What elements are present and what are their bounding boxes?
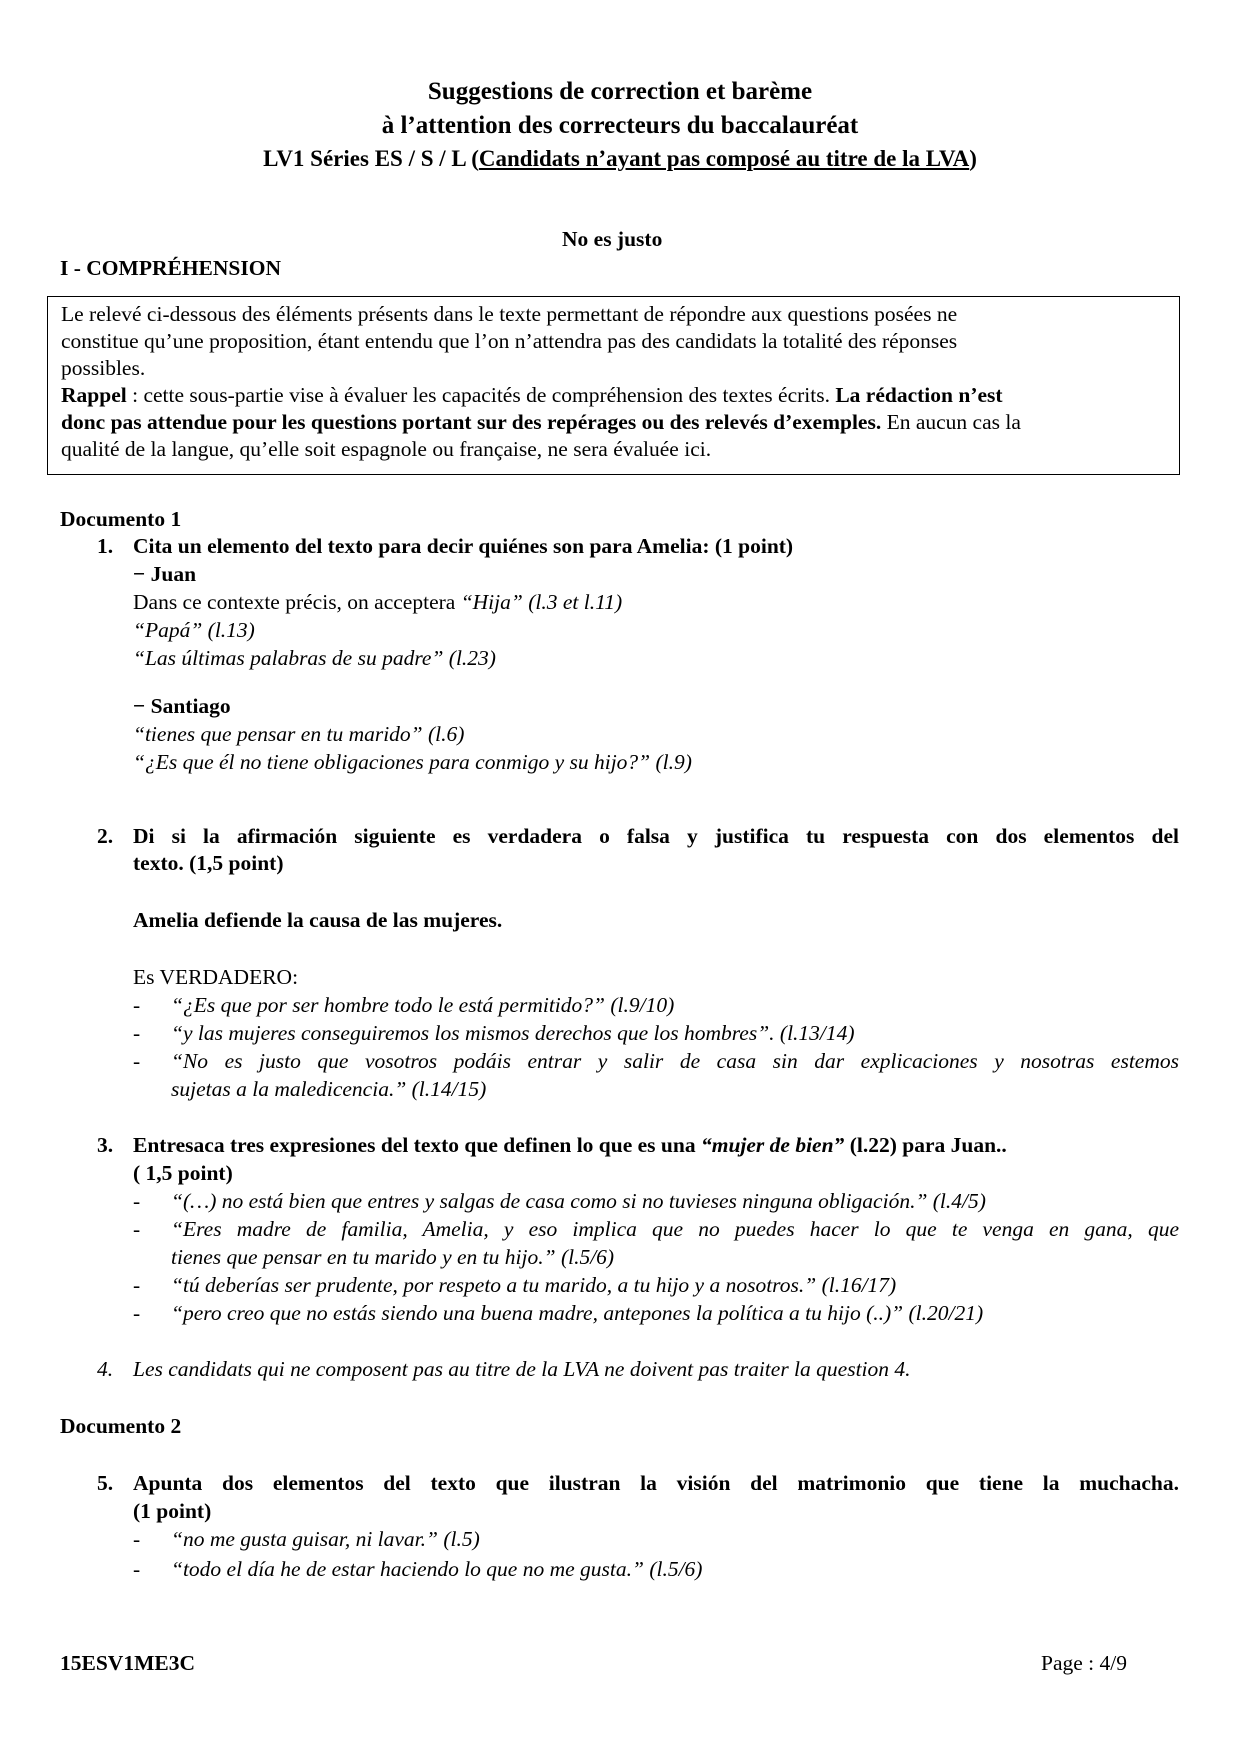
q3-item2-line1: “Eres madre de familia, Amelia, y eso implica que no puedes hacer lo que te venga en gana, que — [171, 1217, 1179, 1241]
q2-item1: “¿Es que por ser hombre todo le está permitido?” (l.9/10) — [171, 993, 675, 1017]
text-title: No es justo — [562, 227, 663, 251]
q2-number: 2. — [97, 824, 114, 848]
q3-number: 3. — [97, 1133, 114, 1157]
q5-line2: (1 point) — [133, 1499, 212, 1523]
q1-juan-line2: “Papá” (l.13) — [133, 618, 255, 642]
q1-number: 1. — [97, 534, 114, 558]
q5-item2: “todo el día he de estar haciendo lo que no me gusta.” (l.5/6) — [171, 1557, 703, 1581]
q2-item3-line2: sujetas a la maledicencia.” (l.14/15) — [171, 1077, 487, 1101]
q2-line1: Di si la afirmación siguiente es verdadera o falsa y justifica tu respuesta con dos elementos del — [133, 824, 1179, 848]
q3-item2-line2: tienes que pensar en tu marido y en tu hijo.” (l.5/6) — [171, 1245, 615, 1269]
q2-statement: Amelia defiende la causa de las mujeres. — [133, 908, 503, 932]
q1-santiago-line2: “¿Es que él no tiene obligaciones para conmigo y su hijo?” (l.9) — [133, 750, 692, 774]
doc-title-line2: à l’attention des correcteurs du baccalauréat — [381, 112, 859, 139]
q5-line1: Apunta dos elementos del texto que ilustran la visión del matrimonio que tiene la muchacha. — [133, 1471, 1179, 1495]
notice-line: donc pas attendue pour les questions portant sur des repérages ou des relevés d’exemples. En aucun cas la — [61, 410, 1021, 434]
bullet: - — [133, 1049, 141, 1073]
doc-title-line1: Suggestions de correction et barème — [427, 78, 813, 105]
notice-line: qualité de la langue, qu’elle soit espagnole ou française, ne sera évaluée ici. — [61, 437, 712, 461]
q4-number: 4. — [97, 1357, 114, 1381]
notice-line: possibles. — [61, 356, 146, 380]
q2-answer: Es VERDADERO: — [133, 965, 299, 989]
doc1-heading: Documento 1 — [60, 507, 182, 531]
q1-text: Cita un elemento del texto para decir quiénes son para Amelia: (1 point) — [133, 534, 794, 558]
q1-santiago-label: − Santiago — [133, 694, 231, 718]
bullet: - — [133, 1189, 141, 1213]
bullet: - — [133, 1527, 141, 1551]
q2-line2: texto. (1,5 point) — [133, 851, 284, 875]
section-heading: I - COMPRÉHENSION — [60, 256, 281, 280]
notice-line: Le relevé ci-dessous des éléments présents dans le texte permettant de répondre aux questions posées ne — [61, 302, 958, 326]
bullet: - — [133, 993, 141, 1017]
q1-juan-label: − Juan — [133, 562, 197, 586]
bullet: - — [133, 1217, 141, 1241]
doc-title-line3: LV1 Séries ES / S / L (Candidats n’ayant pas composé au titre de la LVA) — [263, 146, 977, 171]
q3-item3: “tú deberías ser prudente, por respeto a tu marido, a tu hijo y a nosotros.” (l.16/17) — [171, 1273, 897, 1297]
q5-item1: “no me gusta guisar, ni lavar.” (l.5) — [171, 1527, 480, 1551]
q3-line2: ( 1,5 point) — [133, 1161, 233, 1185]
q1-juan-line3: “Las últimas palabras de su padre” (l.23) — [133, 646, 496, 670]
notice-box — [47, 296, 1180, 475]
lva-underlined: Candidats n’ayant pas composé au titre de la LVA — [478, 146, 970, 171]
q2-item3-line1: “No es justo que vosotros podáis entrar y salir de casa sin dar explicaciones y nosotras estemos — [171, 1049, 1179, 1073]
footer-code: 15ESV1ME3C — [60, 1651, 195, 1675]
bullet: - — [133, 1301, 141, 1325]
q1-juan-line1: Dans ce contexte précis, on acceptera “Hija” (l.3 et l.11) — [133, 590, 623, 614]
bullet: - — [133, 1557, 141, 1581]
q3-item4: “pero creo que no estás siendo una buena madre, antepones la política a tu hijo (..)” (l.20/21) — [171, 1301, 984, 1325]
bullet: - — [133, 1273, 141, 1297]
q3-item1: “(…) no está bien que entres y salgas de casa como si no tuvieses ninguna obligación.” (l.4/5) — [171, 1189, 986, 1213]
q5-number: 5. — [97, 1471, 114, 1495]
q2-item2: “y las mujeres conseguiremos los mismos derechos que los hombres”. (l.13/14) — [171, 1021, 855, 1045]
notice-line: constitue qu’une proposition, étant entendu que l’on n’attendra pas des candidats la totalité des réponses — [61, 329, 958, 353]
notice-rappel: Rappel : cette sous-partie vise à évaluer les capacités de compréhension des textes écrits. La rédaction n’est — [61, 383, 1003, 407]
bullet: - — [133, 1021, 141, 1045]
doc2-heading: Documento 2 — [60, 1414, 182, 1438]
q4-text: Les candidats qui ne composent pas au titre de la LVA ne doivent pas traiter la question 4. — [133, 1357, 911, 1381]
footer-page-number: Page : 4/9 — [1041, 1651, 1127, 1675]
q3-line1: Entresaca tres expresiones del texto que definen lo que es una “mujer de bien” (l.22) para Juan.. — [133, 1133, 1007, 1157]
q1-santiago-line1: “tienes que pensar en tu marido” (l.6) — [133, 722, 465, 746]
